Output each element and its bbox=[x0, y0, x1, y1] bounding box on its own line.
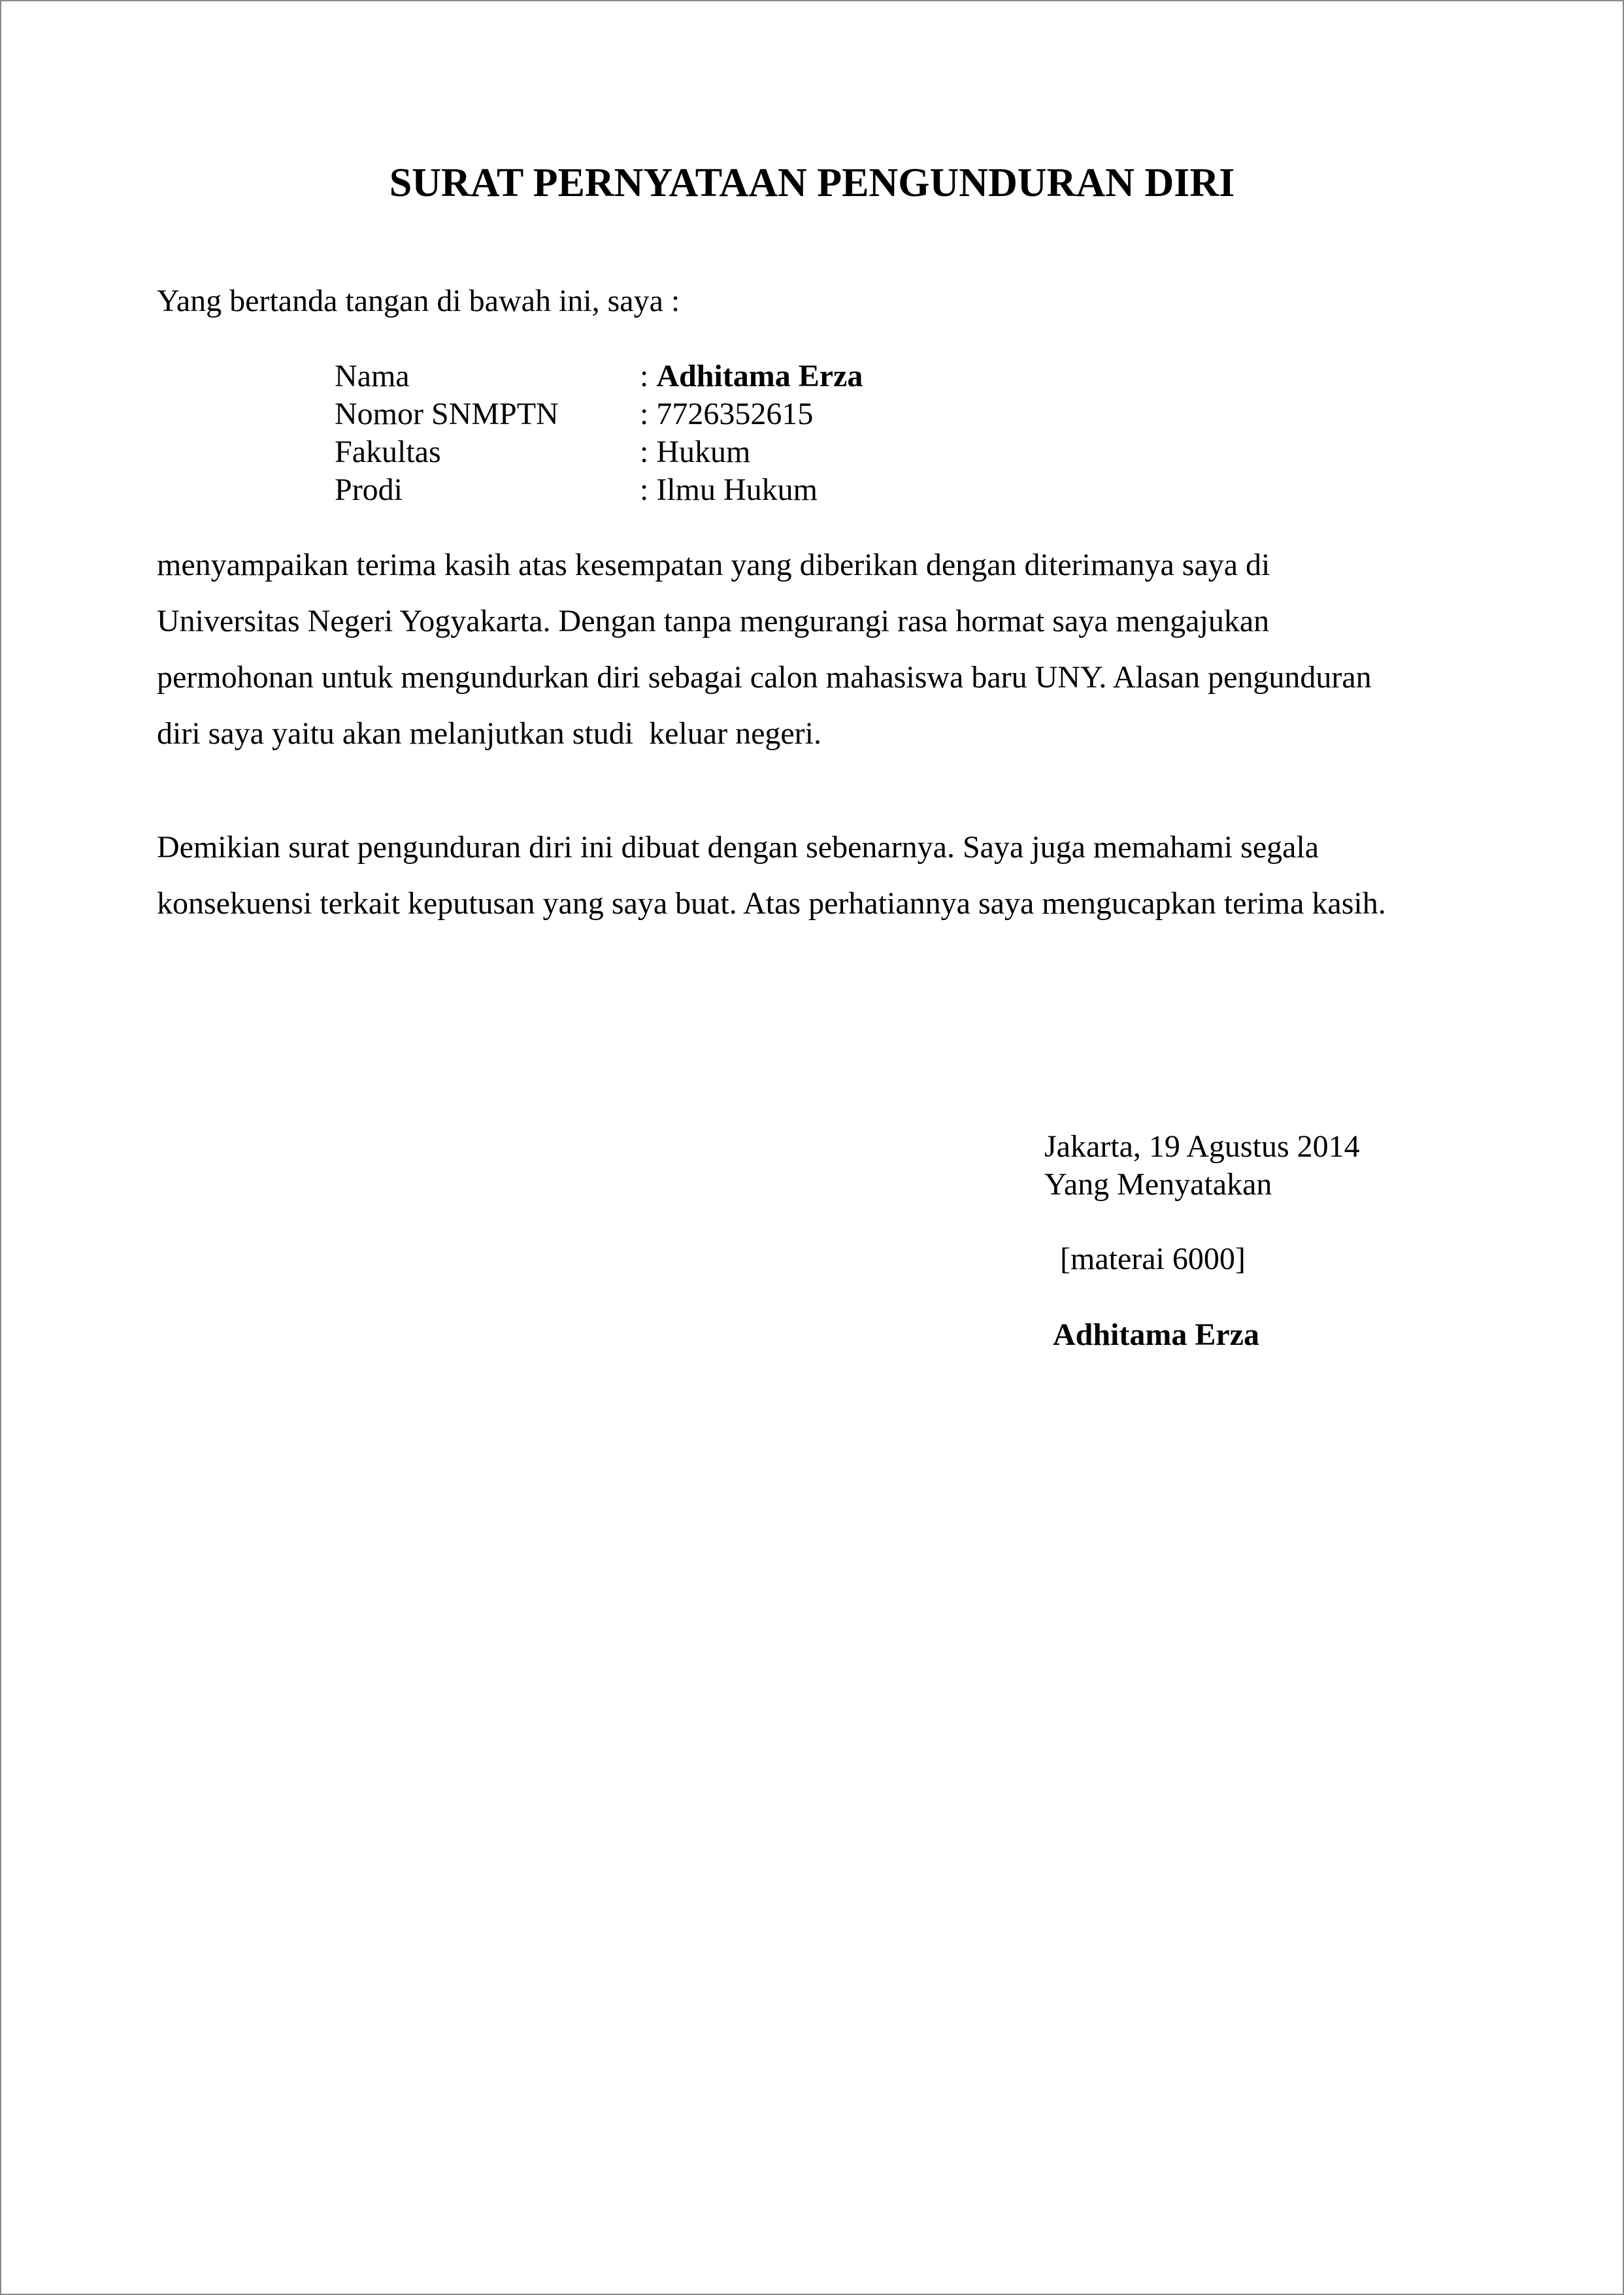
field-value-nama-bold: Adhitama Erza bbox=[656, 359, 863, 393]
paragraph-line: permohonan untuk mengundurkan diri sebagai calon mahasiswa baru UNY. Alasan pengunduran bbox=[157, 660, 1372, 695]
declarant-label: Yang Menyatakan bbox=[1044, 1167, 1272, 1202]
field-label-nomor-snmptn: Nomor SNMPTN bbox=[335, 397, 559, 431]
field-label-fakultas: Fakultas bbox=[335, 435, 441, 469]
field-value-nomor-snmptn: : 7726352615 bbox=[640, 397, 814, 431]
signature-block bbox=[1044, 1128, 1360, 1204]
field-label-prodi: Prodi bbox=[335, 472, 403, 507]
field-row-prodi bbox=[335, 471, 863, 509]
paragraph-line: menyampaikan terima kasih atas kesempatan yang diberikan dengan diterimanya saya di bbox=[157, 548, 1270, 582]
intro-text: Yang bertanda tangan di bawah ini, saya : bbox=[157, 284, 680, 318]
place-date: Jakarta, 19 Agustus 2014 bbox=[1044, 1129, 1360, 1164]
identity-fields bbox=[335, 357, 863, 509]
body-paragraph-1 bbox=[157, 537, 1477, 762]
paragraph-line: Demikian surat pengunduran diri ini dibuat dengan sebenarnya. Saya juga memahami segala bbox=[157, 830, 1319, 865]
paragraph-line: konsekuensi terkait keputusan yang saya buat. Atas perhatiannya saya mengucapkan terima kasih. bbox=[157, 886, 1386, 921]
paragraph-line: diri saya yaitu akan melanjutkan studi keluar negeri. bbox=[157, 716, 821, 751]
field-value-prodi: : Ilmu Hukum bbox=[640, 472, 818, 507]
field-row-nama bbox=[335, 357, 863, 395]
field-row-nomor-snmptn bbox=[335, 395, 863, 433]
stamp-placeholder: [materai 6000] bbox=[1060, 1242, 1246, 1276]
field-value-fakultas: : Hukum bbox=[640, 435, 751, 469]
signatory-name: Adhitama Erza bbox=[1053, 1317, 1259, 1352]
field-row-fakultas bbox=[335, 433, 863, 471]
paragraph-line: Universitas Negeri Yogyakarta. Dengan tanpa mengurangi rasa hormat saya mengajukan bbox=[157, 604, 1270, 638]
field-value-nama bbox=[640, 357, 863, 395]
field-colon-nama: : bbox=[640, 359, 657, 393]
document-title: SURAT PERNYATAAN PENGUNDURAN DIRI bbox=[389, 161, 1235, 205]
body-paragraph-2 bbox=[157, 819, 1477, 932]
field-label-nama: Nama bbox=[335, 359, 410, 393]
